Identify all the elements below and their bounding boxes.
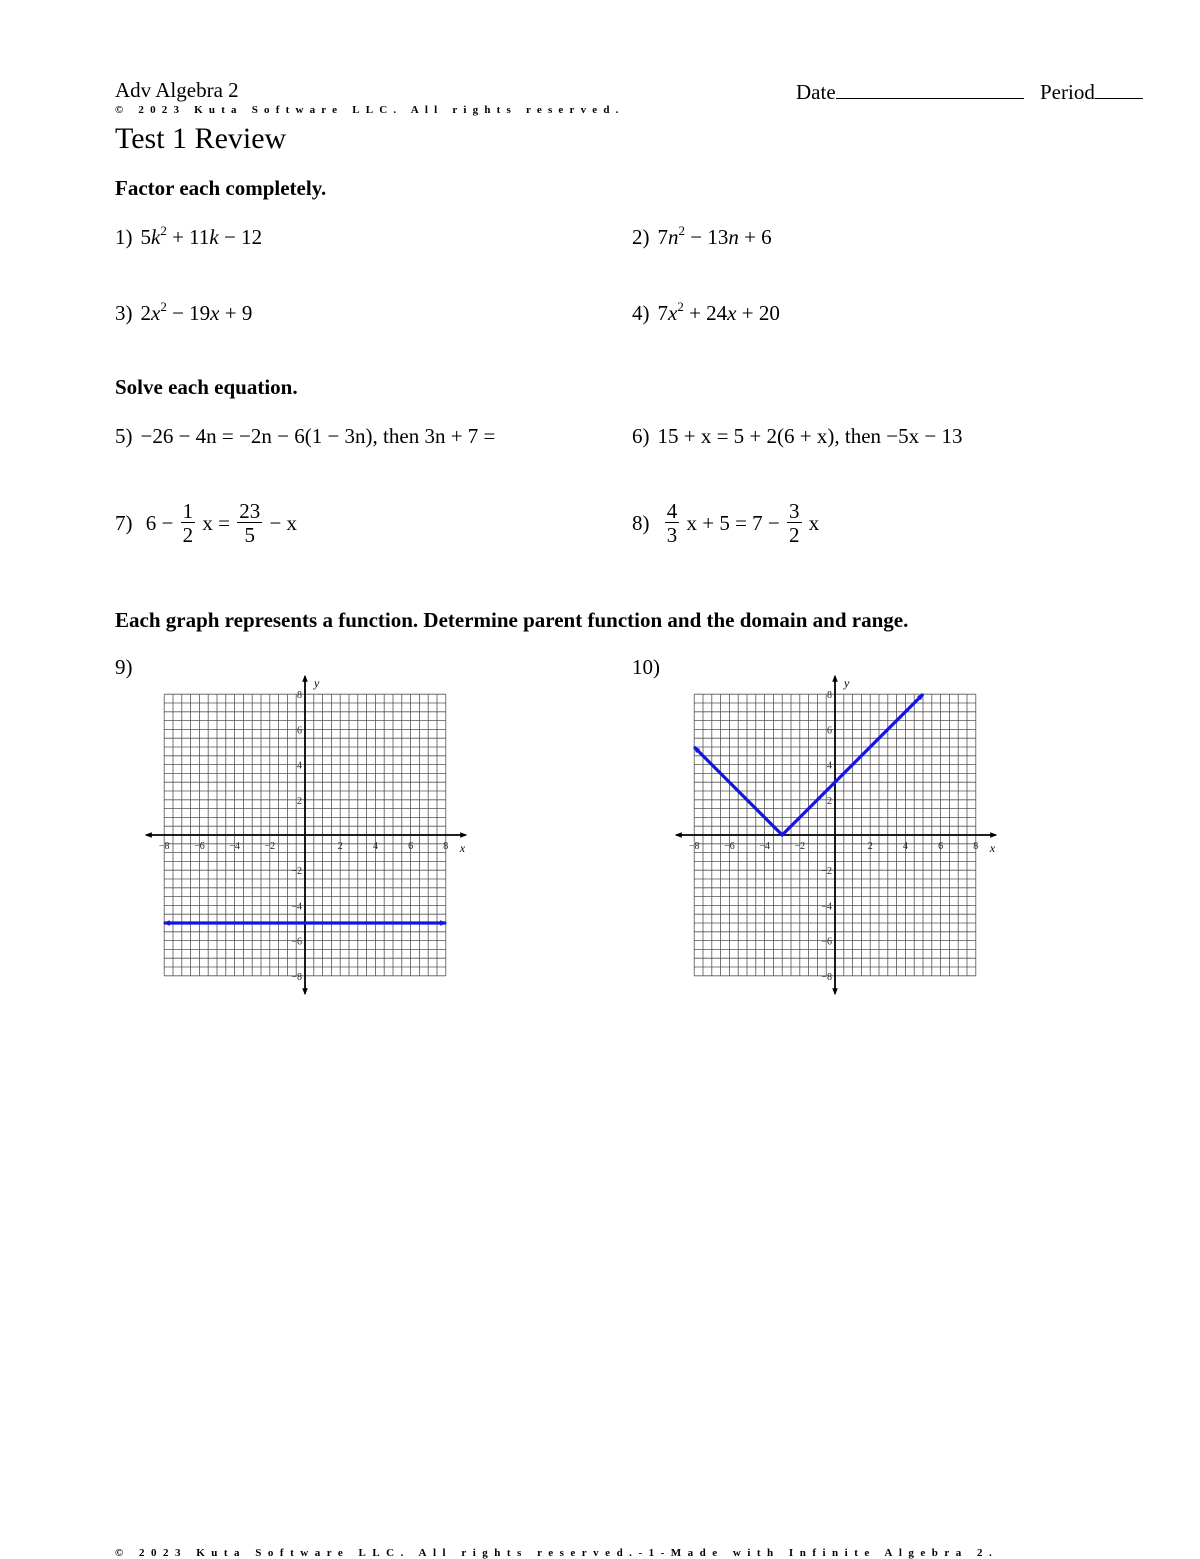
y-tick-label: 4 bbox=[827, 760, 832, 772]
x-tick-label: −4 bbox=[759, 841, 770, 852]
period-blank bbox=[1095, 78, 1143, 99]
problem-1: 1) $5k^2 + 11k - 12$ bbox=[115, 223, 263, 249]
footer-copyright: © 2023 Kuta Software LLC. All rights reserved. bbox=[115, 1547, 639, 1559]
course-name: Adv Algebra 2 bbox=[115, 78, 239, 102]
x-axis-label: x bbox=[459, 841, 466, 855]
graph-9 bbox=[140, 670, 480, 1010]
period-field bbox=[1040, 78, 1143, 105]
y-tick-label: −2 bbox=[821, 866, 832, 878]
problem-4: 4) $7x^2 + 24x + 20$ bbox=[632, 299, 780, 325]
y-tick-label: −4 bbox=[291, 901, 302, 913]
fraction: $\frac{3}{2}$ bbox=[789, 499, 800, 547]
y-tick-label: 4 bbox=[297, 760, 302, 772]
fraction: $\frac{4}{3}$ bbox=[666, 499, 678, 547]
date-label: Date bbox=[796, 80, 836, 104]
problem-6: 6) 15 + x = 5 + 2(6 + x), then −5x − 13 bbox=[632, 424, 963, 448]
page-title: Test 1 Review bbox=[115, 122, 287, 155]
instruction-graphs: Each graph represents a function. Determine parent function and the domain and range. bbox=[115, 608, 909, 632]
y-tick-label: 2 bbox=[827, 795, 832, 807]
problem-2: 2) $7n^2 - 13n + 6$ bbox=[632, 223, 772, 249]
x-tick-label: 4 bbox=[372, 841, 378, 852]
page-number: -1- bbox=[638, 1547, 671, 1559]
y-axis-label: y bbox=[844, 676, 850, 691]
graph-10 bbox=[670, 670, 1010, 1010]
x-tick-label: −8 bbox=[688, 841, 700, 852]
x-tick-label: 6 bbox=[938, 841, 944, 852]
y-tick-label: 8 bbox=[297, 690, 302, 702]
x-tick-label: −2 bbox=[264, 841, 276, 852]
x-tick-label: 2 bbox=[867, 841, 873, 852]
copyright-top: © 2023 Kuta Software LLC. All rights reserved. bbox=[115, 104, 625, 116]
y-tick-label: 2 bbox=[297, 795, 302, 807]
x-tick-label: 2 bbox=[337, 841, 343, 852]
instruction-factor: Factor each completely. bbox=[115, 176, 327, 200]
x-tick-label: −6 bbox=[194, 841, 205, 852]
y-tick-label: −4 bbox=[821, 901, 832, 913]
y-tick-label: −8 bbox=[291, 971, 302, 983]
period-label: Period bbox=[1040, 80, 1095, 104]
instruction-solve: Solve each equation. bbox=[115, 375, 298, 399]
y-tick-label: −6 bbox=[291, 936, 302, 948]
x-tick-label: −4 bbox=[229, 841, 240, 852]
x-axis-label: x bbox=[989, 841, 996, 855]
problem-3: 3) $2x^2 - 19x + 9$ bbox=[115, 299, 253, 325]
fraction: $\frac{23}{5}$ bbox=[239, 499, 261, 547]
problem-5: 5) −26 − 4n = −2n − 6(1 − 3n), then 3n + 7 = bbox=[115, 424, 496, 448]
date-field bbox=[796, 78, 1024, 105]
y-tick-label: 6 bbox=[827, 725, 832, 737]
footer bbox=[115, 1547, 998, 1559]
x-tick-label: −6 bbox=[724, 841, 735, 852]
date-blank bbox=[836, 78, 1024, 99]
y-tick-label: 8 bbox=[827, 690, 832, 702]
problem-7: 7) 6 − $\frac{1}{2}$ x = $\frac{23}{5}$ − x bbox=[115, 499, 298, 547]
y-tick-label: −8 bbox=[821, 971, 832, 983]
x-tick-label: 6 bbox=[408, 841, 414, 852]
x-tick-label: 8 bbox=[443, 841, 449, 852]
x-tick-label: −2 bbox=[794, 841, 806, 852]
problem-8: 8) $\frac{4}{3}$ x + 5 = 7 − $\frac{3}{2}$ x bbox=[632, 499, 820, 547]
x-tick-label: 8 bbox=[973, 841, 979, 852]
fraction: $\frac{1}{2}$ bbox=[182, 499, 194, 547]
y-tick-label: −6 bbox=[821, 936, 832, 948]
problem-10-number: 10) bbox=[632, 655, 660, 679]
footer-made-with: Made with Infinite Algebra 2. bbox=[670, 1547, 999, 1559]
problem-9-number: 9) bbox=[115, 655, 133, 679]
y-axis-label: y bbox=[314, 676, 320, 691]
x-tick-label: 4 bbox=[902, 841, 908, 852]
y-tick-label: −2 bbox=[291, 866, 302, 878]
y-tick-label: 6 bbox=[297, 725, 302, 737]
x-tick-label: −8 bbox=[158, 841, 170, 852]
